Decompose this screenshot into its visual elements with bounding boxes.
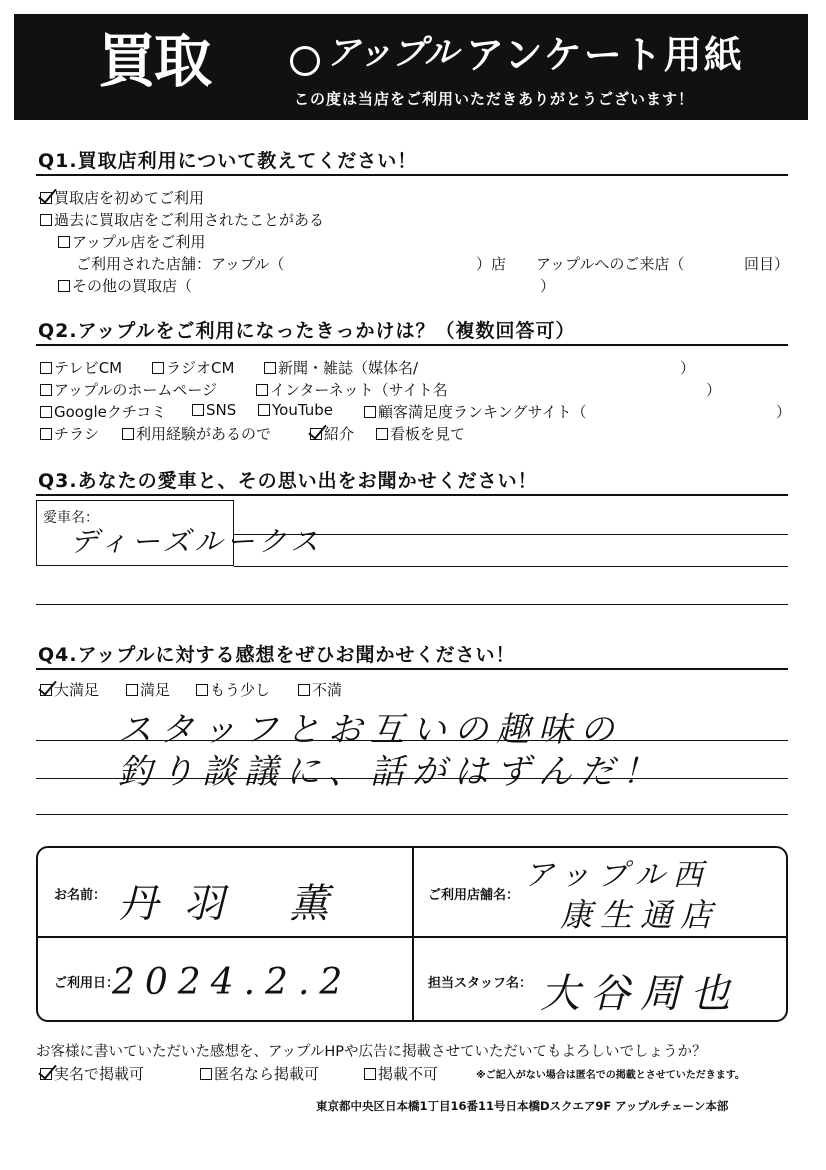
kaitori-logo-text: 買取 [98, 27, 211, 95]
checkbox-checked-icon[interactable] [40, 1068, 52, 1080]
apple-mascot-icon [290, 46, 320, 76]
q2-option-tv[interactable]: テレビCM [40, 357, 122, 378]
q1-store-suffix: ）店 [476, 255, 507, 273]
car-name-label: 愛車名： [43, 510, 99, 526]
q3-write-line [36, 604, 788, 605]
header-banner [14, 14, 808, 120]
q2-rule [36, 344, 788, 346]
q2-heading: Q2.アップルをご利用になったきっかけは？（複数回答可） [38, 320, 576, 342]
company-address: 東京都中央区日本橋1丁目16番11号日本橋Dスクエア9F アップルチェーン本部 [316, 1099, 729, 1113]
q1-option-other[interactable]: その他の買取店（ [58, 275, 192, 296]
q2-option-sns[interactable]: SNS [192, 401, 236, 419]
checkbox-icon[interactable] [200, 1068, 212, 1080]
brand-logo: アップル [326, 33, 459, 73]
q4-write-line [36, 778, 788, 779]
q4-option-very-satisfied[interactable]: 大満足 [40, 679, 99, 700]
checkbox-icon[interactable] [256, 384, 268, 396]
checkbox-icon[interactable] [40, 406, 52, 418]
checkbox-icon[interactable] [40, 214, 52, 226]
q2-row2-close: ） [706, 381, 722, 399]
name-label: お名前： [54, 888, 107, 903]
q1-store-used-label: ご利用された店舗：アップル（ [76, 255, 285, 273]
checkbox-icon[interactable] [192, 404, 204, 416]
q3-heading: Q3.あなたの愛車と、その思い出をお聞かせください！ [38, 470, 538, 492]
date-label: ご利用日： [54, 976, 120, 991]
checkbox-icon[interactable] [122, 428, 134, 440]
checkbox-checked-icon[interactable] [310, 428, 322, 440]
q4-write-line [36, 814, 788, 815]
store-label: ご利用店舗名： [428, 888, 520, 903]
consent-option-no-publish[interactable]: 掲載不可 [364, 1063, 438, 1084]
checkbox-checked-icon[interactable] [40, 684, 52, 696]
info-divider-vertical [412, 848, 414, 1020]
q4-option-dissatisfied[interactable]: 不満 [298, 679, 342, 700]
store-handwritten-line1[interactable]: アップル西 [524, 858, 711, 893]
q1-heading: Q1.買取店利用について教えてください！ [38, 150, 418, 172]
q2-option-signboard[interactable]: 看板を見て [376, 423, 465, 444]
q4-write-line [36, 740, 788, 741]
staff-handwritten[interactable]: 大谷周也 [540, 971, 740, 1017]
checkbox-checked-icon[interactable] [40, 192, 52, 204]
q2-option-referral[interactable]: 紹介 [310, 423, 354, 444]
staff-label: 担当スタッフ名： [428, 976, 533, 991]
q4-option-somewhat[interactable]: もう少し [196, 679, 270, 700]
q2-option-flyer[interactable]: チラシ [40, 423, 99, 444]
checkbox-icon[interactable] [126, 684, 138, 696]
form-title: アンケート用紙 [466, 33, 744, 77]
q2-row1-close: ） [680, 359, 696, 377]
checkbox-icon[interactable] [58, 236, 70, 248]
q2-option-ranking[interactable]: 顧客満足度ランキングサイト（ [364, 401, 587, 422]
q1-visits-label: アップルへのご来店（ [536, 255, 685, 273]
checkbox-icon[interactable] [58, 280, 70, 292]
store-handwritten-line2[interactable]: 康生通店 [560, 896, 721, 934]
checkbox-icon[interactable] [264, 362, 276, 374]
form-subtitle: この度は当店をご利用いただきありがとうございます！ [294, 90, 695, 108]
name-handwritten[interactable]: 丹羽 薫 [118, 881, 355, 927]
q2-option-youtube[interactable]: YouTube [258, 401, 333, 419]
q1-option-apple-store[interactable]: アップル店をご利用 [58, 231, 205, 252]
q2-option-radio[interactable]: ラジオCM [152, 357, 234, 378]
q2-option-experience[interactable]: 利用経験があるので [122, 423, 271, 444]
checkbox-icon[interactable] [376, 428, 388, 440]
q3-rule [36, 494, 788, 496]
checkbox-icon[interactable] [40, 384, 52, 396]
consent-option-real-name[interactable]: 実名で掲載可 [40, 1063, 144, 1084]
checkbox-icon[interactable] [298, 684, 310, 696]
q1-other-close: ） [540, 277, 556, 295]
checkbox-icon[interactable] [40, 428, 52, 440]
q4-comment-line1: スタッフとお互いの趣味の [118, 710, 622, 750]
car-name-handwritten: ディーズルークス [70, 525, 323, 558]
q2-row3-close: ） [776, 403, 792, 421]
q2-option-google[interactable]: Googleクチコミ [40, 401, 166, 422]
date-handwritten[interactable]: 2024.2.2 [112, 962, 353, 1003]
q1-visits-suffix: 回目） [744, 255, 790, 273]
consent-note: ※ご記入がない場合は匿名での掲載とさせていただきます。 [476, 1070, 745, 1081]
q4-rule [36, 668, 788, 670]
consent-option-anonymous[interactable]: 匿名なら掲載可 [200, 1063, 319, 1084]
q1-rule [36, 174, 788, 176]
q4-comment-line2: 釣り談議に、話がはずんだ！ [118, 752, 664, 792]
q3-write-line [234, 534, 788, 535]
q3-write-line [234, 566, 788, 567]
q2-option-homepage[interactable]: アップルのホームページ [40, 379, 217, 400]
q1-option-first-time[interactable]: 買取店を初めてご利用 [40, 187, 204, 208]
q4-option-satisfied[interactable]: 満足 [126, 679, 170, 700]
q2-option-newspaper[interactable]: 新聞・雑誌（媒体名/ [264, 357, 418, 378]
q2-option-internet[interactable]: インターネット（サイト名 [256, 379, 448, 400]
checkbox-icon[interactable] [364, 1068, 376, 1080]
q4-heading: Q4.アップルに対する感想をぜひお聞かせください！ [38, 644, 516, 666]
checkbox-icon[interactable] [196, 684, 208, 696]
checkbox-icon[interactable] [152, 362, 164, 374]
checkbox-icon[interactable] [258, 404, 270, 416]
q1-option-previous[interactable]: 過去に買取店をご利用されたことがある [40, 209, 324, 230]
checkbox-icon[interactable] [364, 406, 376, 418]
info-divider-horizontal [38, 936, 786, 938]
publish-consent-question: お客様に書いていただいた感想を、アップルHPや広告に掲載させていただいてもよろしいでしょうか？ [36, 1044, 707, 1060]
checkbox-icon[interactable] [40, 362, 52, 374]
